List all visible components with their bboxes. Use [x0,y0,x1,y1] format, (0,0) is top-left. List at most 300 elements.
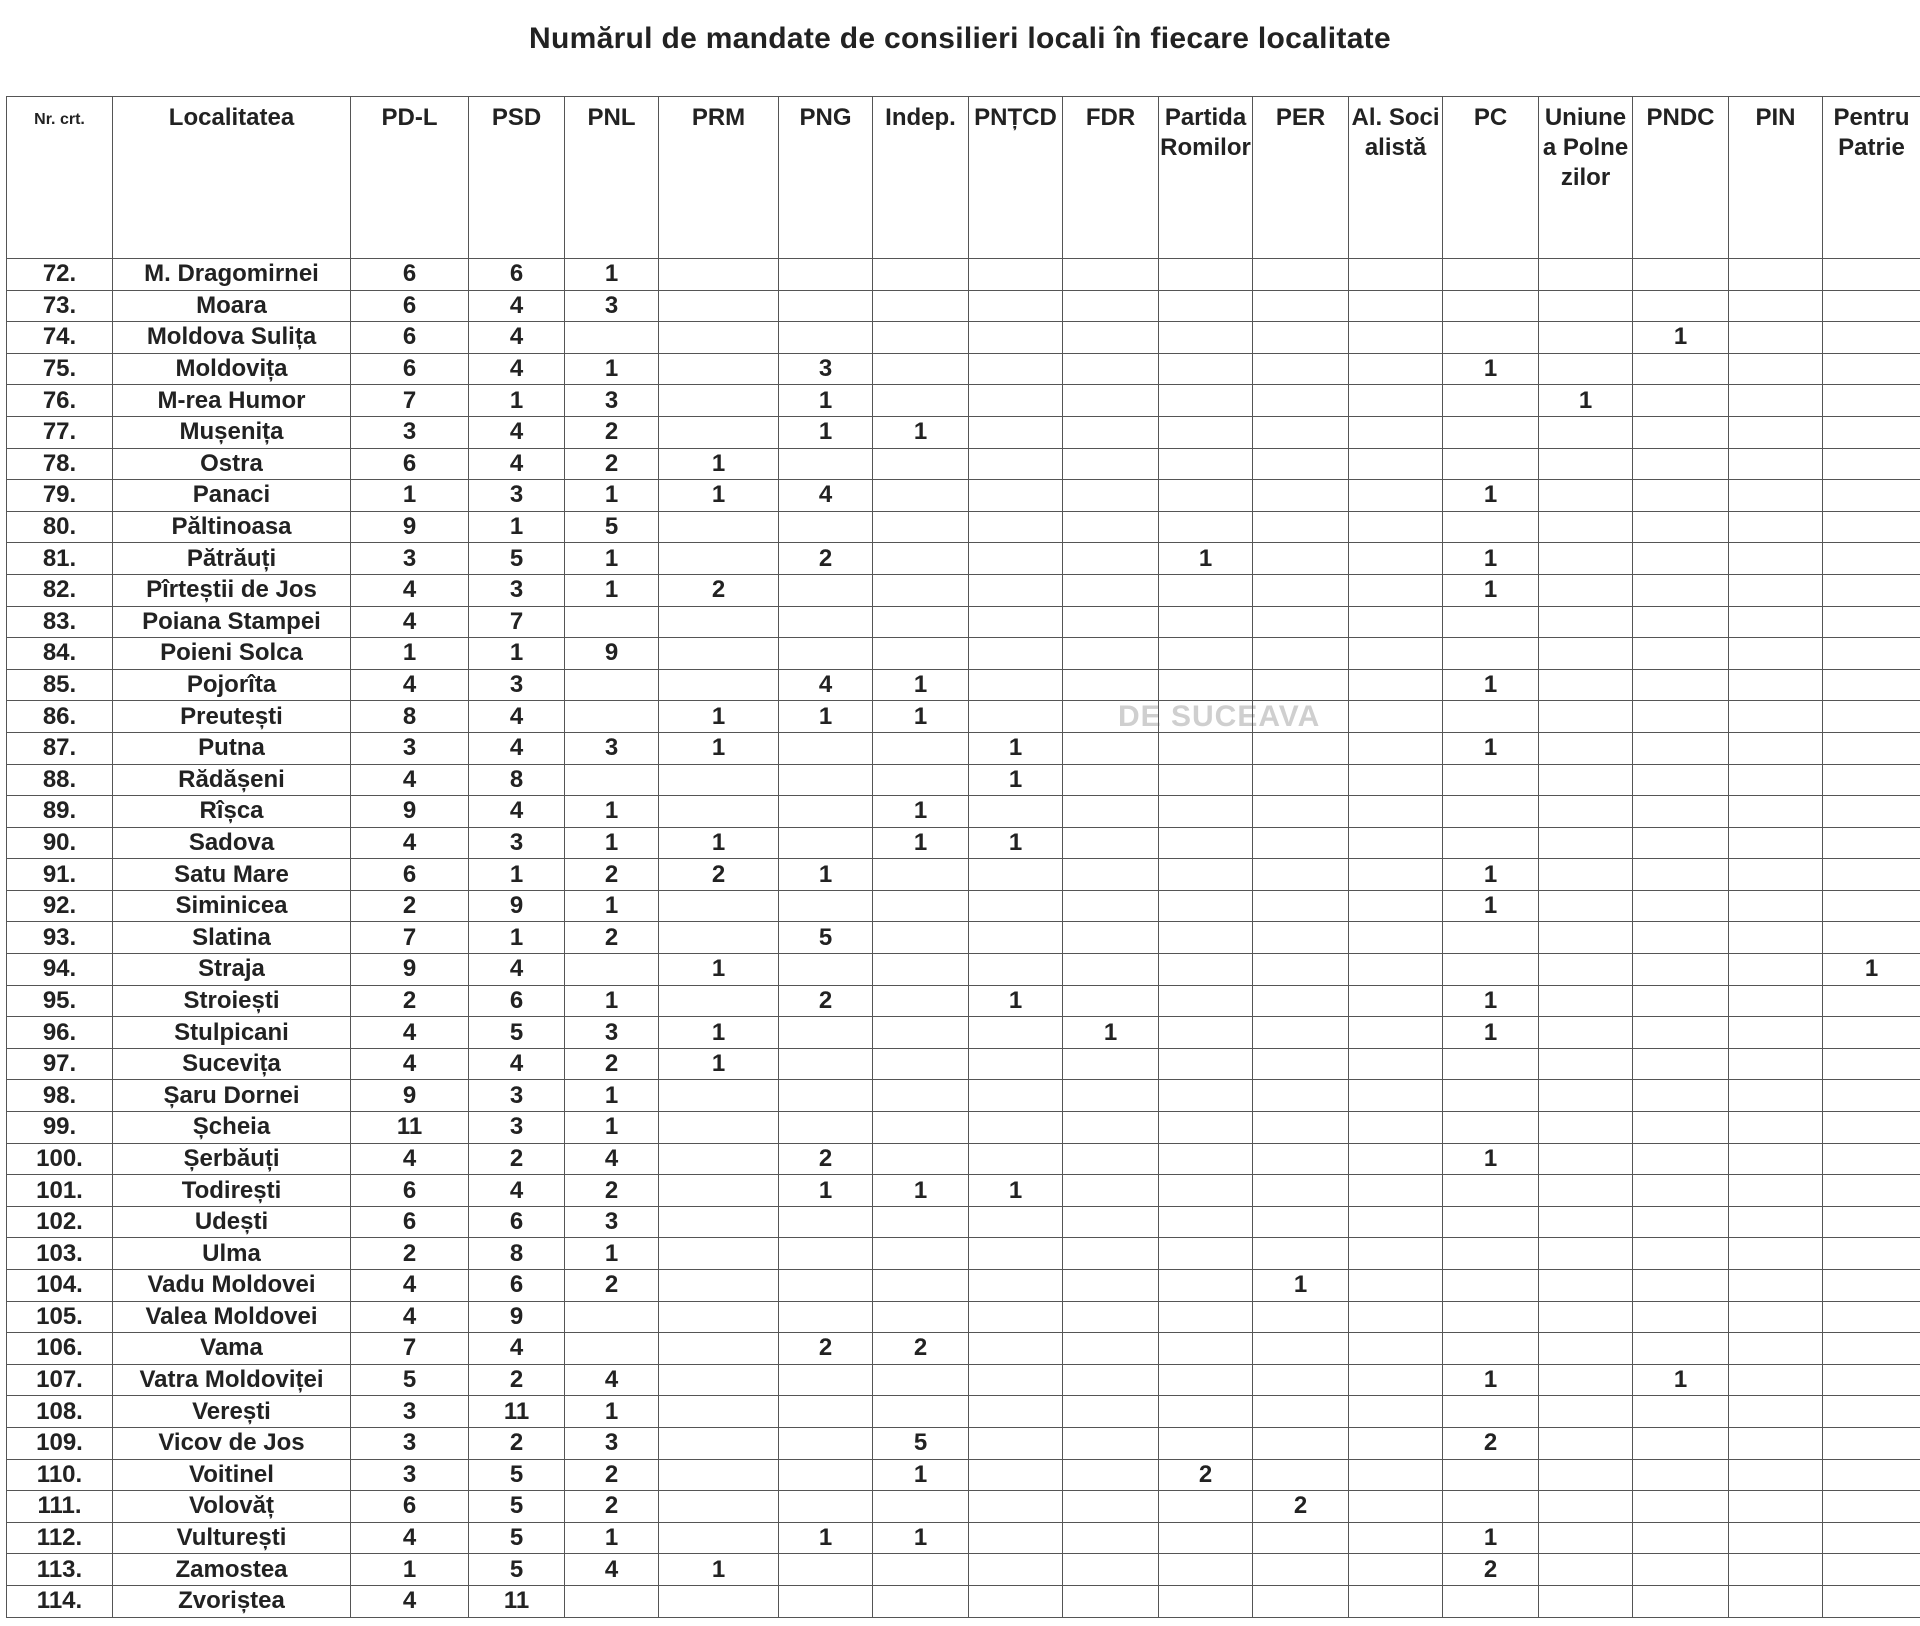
mandates-cell [1349,859,1443,891]
mandates-cell [1443,954,1539,986]
mandates-cell [969,511,1063,543]
row-number-cell: 102. [7,1206,113,1238]
mandates-cell [1633,353,1729,385]
mandates-cell [659,353,779,385]
mandates-cell [1159,732,1253,764]
mandates-cell [1823,732,1920,764]
mandates-cell [1253,1585,1349,1617]
mandates-cell: 1 [565,890,659,922]
mandates-cell [1253,1017,1349,1049]
mandates-cell: 1 [1253,1270,1349,1302]
table-row [7,732,1920,764]
mandates-cell: 4 [469,1175,565,1207]
mandates-cell: 4 [469,796,565,828]
mandates-cell: 1 [1443,890,1539,922]
locality-cell: Sucevița [113,1048,351,1080]
header-row [7,97,1920,259]
mandates-cell [1253,448,1349,480]
mandates-cell [873,1017,969,1049]
mandates-cell: 2 [565,922,659,954]
mandates-cell [1349,259,1443,291]
mandates-cell: 4 [351,1270,469,1302]
locality-cell: Șaru Dornei [113,1080,351,1112]
mandates-cell [1063,1206,1159,1238]
mandates-cell: 1 [565,480,659,512]
column-header: PRM [659,97,779,259]
mandates-cell [1633,416,1729,448]
mandates-cell: 9 [351,796,469,828]
mandates-cell [1349,1238,1443,1270]
mandates-cell [1729,890,1823,922]
mandates-cell [1159,290,1253,322]
mandates-cell [1063,1554,1159,1586]
locality-cell: Șcheia [113,1112,351,1144]
mandates-cell [1349,1080,1443,1112]
mandates-cell: 3 [351,1396,469,1428]
mandates-cell: 4 [351,669,469,701]
mandates-cell: 3 [351,732,469,764]
mandates-cell: 3 [565,1017,659,1049]
mandates-cell [1633,1396,1729,1428]
mandates-cell [873,985,969,1017]
locality-cell: Voitinel [113,1459,351,1491]
mandates-cell [1729,1364,1823,1396]
mandates-cell [1633,385,1729,417]
mandates-cell [1823,701,1920,733]
column-header: PSD [469,97,565,259]
mandates-cell [659,385,779,417]
mandates-cell [1539,480,1633,512]
mandates-cell [1253,385,1349,417]
mandates-cell: 1 [1443,859,1539,891]
mandates-cell [1349,1459,1443,1491]
mandates-cell [1729,1522,1823,1554]
mandates-cell [1539,1585,1633,1617]
mandates-cell [1729,1427,1823,1459]
mandates-cell: 3 [469,827,565,859]
table-row [7,1333,1920,1365]
mandates-cell [1729,1459,1823,1491]
mandates-cell [779,1301,873,1333]
table-row [7,448,1920,480]
mandates-cell: 1 [1443,1522,1539,1554]
mandates-cell: 4 [351,1048,469,1080]
mandates-cell: 1 [659,1017,779,1049]
mandates-cell [1159,1427,1253,1459]
mandates-cell: 1 [969,732,1063,764]
mandates-cell [1539,859,1633,891]
locality-cell: Vicov de Jos [113,1427,351,1459]
mandates-cell: 2 [1443,1554,1539,1586]
mandates-cell: 9 [565,638,659,670]
mandates-cell [1823,1396,1920,1428]
mandates-cell: 5 [469,1459,565,1491]
mandates-cell [1539,796,1633,828]
mandates-cell: 2 [779,1333,873,1365]
mandates-cell [969,1459,1063,1491]
mandates-cell [873,448,969,480]
mandates-cell: 4 [351,1301,469,1333]
mandates-cell [1823,1143,1920,1175]
mandates-cell [1063,1301,1159,1333]
mandates-cell [1633,1585,1729,1617]
mandates-cell [1159,259,1253,291]
mandates-cell [1063,606,1159,638]
mandates-cell [1539,701,1633,733]
mandates-cell [1159,1048,1253,1080]
mandates-cell [969,1238,1063,1270]
mandates-cell: 1 [969,985,1063,1017]
mandates-cell: 6 [351,1175,469,1207]
mandates-cell [1823,448,1920,480]
locality-cell: Vatra Moldoviței [113,1364,351,1396]
locality-cell: M-rea Humor [113,385,351,417]
mandates-cell [1823,669,1920,701]
mandates-cell [1823,1301,1920,1333]
mandates-cell: 1 [1443,669,1539,701]
locality-cell: Todirești [113,1175,351,1207]
mandates-cell: 1 [779,416,873,448]
mandates-cell: 1 [469,859,565,891]
mandates-cell [873,511,969,543]
mandates-cell: 11 [469,1396,565,1428]
locality-cell: Ostra [113,448,351,480]
row-number-cell: 95. [7,985,113,1017]
mandates-cell [659,796,779,828]
mandates-cell: 1 [873,1459,969,1491]
mandates-cell [1729,606,1823,638]
mandates-cell [1539,1143,1633,1175]
mandates-cell [659,669,779,701]
table-row [7,480,1920,512]
table-row [7,1238,1920,1270]
table-row [7,574,1920,606]
mandates-cell: 2 [469,1364,565,1396]
mandates-cell: 1 [873,701,969,733]
mandates-cell [1349,954,1443,986]
mandates-cell [1253,543,1349,575]
mandates-cell [1159,1143,1253,1175]
mandates-cell [1633,574,1729,606]
mandates-cell [1729,985,1823,1017]
mandates-cell [1159,574,1253,606]
mandates-cell: 1 [779,1175,873,1207]
mandates-cell: 3 [351,416,469,448]
mandates-cell [1253,1427,1349,1459]
mandates-cell [1253,353,1349,385]
locality-cell: Pîrteștii de Jos [113,574,351,606]
mandates-cell: 5 [351,1364,469,1396]
mandates-cell [1539,1459,1633,1491]
mandates-cell: 2 [1443,1427,1539,1459]
mandates-cell [1823,385,1920,417]
column-header: PNȚCD [969,97,1063,259]
mandates-cell [1539,638,1633,670]
mandates-cell [1443,922,1539,954]
mandates-cell [779,322,873,354]
mandates-cell [1633,1427,1729,1459]
mandates-cell [1253,764,1349,796]
mandates-cell [1823,827,1920,859]
mandates-cell [1349,290,1443,322]
mandates-cell [1539,1522,1633,1554]
mandates-cell [1443,1270,1539,1302]
mandates-cell: 5 [779,922,873,954]
mandates-cell [1729,1270,1823,1302]
mandates-cell [1253,1175,1349,1207]
mandates-cell [779,732,873,764]
row-number-cell: 103. [7,1238,113,1270]
table-row [7,385,1920,417]
mandates-cell: 11 [469,1585,565,1617]
table-row [7,669,1920,701]
mandates-cell [1063,764,1159,796]
mandates-cell [1539,764,1633,796]
mandates-cell: 1 [1443,353,1539,385]
mandates-cell: 1 [351,638,469,670]
mandates-cell: 5 [469,1554,565,1586]
mandates-cell: 1 [1443,1017,1539,1049]
mandates-cell [969,1301,1063,1333]
mandates-cell: 3 [469,480,565,512]
table-body [7,259,1920,1618]
mandates-cell [779,890,873,922]
mandates-cell [1349,416,1443,448]
mandates-cell [565,669,659,701]
mandates-cell: 1 [1443,480,1539,512]
row-number-cell: 108. [7,1396,113,1428]
mandates-cell: 4 [469,1048,565,1080]
table-row [7,1301,1920,1333]
mandates-cell [1443,1112,1539,1144]
mandates-cell [1823,1048,1920,1080]
mandates-cell [1159,1238,1253,1270]
mandates-cell [1349,1175,1443,1207]
mandates-cell [1633,796,1729,828]
mandates-cell: 4 [469,322,565,354]
mandates-cell [1253,669,1349,701]
row-number-cell: 104. [7,1270,113,1302]
mandates-cell [1349,1333,1443,1365]
locality-cell: Siminicea [113,890,351,922]
mandates-cell: 2 [469,1427,565,1459]
mandates-cell [1253,796,1349,828]
mandates-cell [1253,1143,1349,1175]
mandates-cell: 1 [1443,574,1539,606]
mandates-cell: 6 [469,259,565,291]
mandates-cell [565,701,659,733]
mandates-cell: 1 [659,701,779,733]
mandates-cell: 1 [1633,1364,1729,1396]
mandates-cell [1063,732,1159,764]
mandates-cell [969,322,1063,354]
mandates-cell [1633,638,1729,670]
table-row [7,1522,1920,1554]
mandates-cell [1539,1017,1633,1049]
mandates-cell [1063,1333,1159,1365]
mandates-cell [1159,669,1253,701]
table-row [7,1427,1920,1459]
mandates-cell [565,954,659,986]
mandates-cell [1159,511,1253,543]
mandates-cell [969,574,1063,606]
mandates-cell [1823,606,1920,638]
mandates-cell [1633,732,1729,764]
mandates-cell [1729,448,1823,480]
mandates-cell [1729,954,1823,986]
mandates-cell [1633,701,1729,733]
locality-cell: Stulpicani [113,1017,351,1049]
row-number-cell: 76. [7,385,113,417]
mandates-cell: 6 [469,1270,565,1302]
mandates-cell [659,1491,779,1523]
locality-cell: Panaci [113,480,351,512]
mandates-cell: 7 [469,606,565,638]
mandates-cell [1253,1112,1349,1144]
mandates-cell: 1 [1823,954,1920,986]
mandates-cell [1443,1459,1539,1491]
locality-cell: Rădășeni [113,764,351,796]
mandates-cell [1063,480,1159,512]
mandates-cell: 1 [1159,543,1253,575]
mandates-cell [779,1459,873,1491]
mandates-cell: 4 [469,954,565,986]
mandates-cell [1159,796,1253,828]
mandates-cell: 4 [351,1522,469,1554]
mandates-cell: 1 [873,1175,969,1207]
mandates-cell: 4 [469,732,565,764]
mandates-cell: 1 [969,1175,1063,1207]
mandates-cell [1159,1364,1253,1396]
mandates-cell [1159,638,1253,670]
table-row [7,1175,1920,1207]
mandates-cell [1823,985,1920,1017]
mandates-cell [1539,1270,1633,1302]
row-number-cell: 74. [7,322,113,354]
mandates-cell: 9 [469,890,565,922]
mandates-cell: 1 [659,448,779,480]
mandates-cell: 1 [659,954,779,986]
row-number-cell: 81. [7,543,113,575]
column-header: Nr. crt. [7,97,113,259]
table-row [7,322,1920,354]
mandates-cell [1063,701,1159,733]
mandates-cell [1633,1143,1729,1175]
mandates-cell [1159,701,1253,733]
row-number-cell: 100. [7,1143,113,1175]
row-number-cell: 84. [7,638,113,670]
mandates-cell [1823,1522,1920,1554]
mandates-cell [1349,1396,1443,1428]
mandates-cell [1159,954,1253,986]
row-number-cell: 106. [7,1333,113,1365]
mandates-cell: 2 [779,985,873,1017]
mandates-cell [1823,574,1920,606]
mandates-cell: 4 [565,1364,659,1396]
mandates-cell: 9 [469,1301,565,1333]
mandates-cell: 1 [565,353,659,385]
mandates-cell [1539,1301,1633,1333]
mandates-cell: 5 [469,1491,565,1523]
mandates-cell [1633,1112,1729,1144]
mandates-cell [1823,543,1920,575]
row-number-cell: 96. [7,1017,113,1049]
row-number-cell: 98. [7,1080,113,1112]
mandates-cell [1159,480,1253,512]
mandates-cell [1063,1080,1159,1112]
mandates-cell: 1 [779,385,873,417]
row-number-cell: 90. [7,827,113,859]
mandates-cell [1823,1585,1920,1617]
mandates-cell [659,985,779,1017]
mandates-cell [1063,827,1159,859]
mandates-cell [1823,859,1920,891]
mandates-cell: 2 [351,890,469,922]
mandates-cell [1729,796,1823,828]
mandates-cell [969,353,1063,385]
mandates-cell [779,827,873,859]
mandates-cell [1443,1491,1539,1523]
row-number-cell: 83. [7,606,113,638]
table-row [7,1270,1920,1302]
mandates-cell [1159,606,1253,638]
row-number-cell: 89. [7,796,113,828]
mandates-cell [1253,954,1349,986]
mandates-cell [1729,290,1823,322]
mandates-cell [1823,1364,1920,1396]
mandates-cell: 7 [351,1333,469,1365]
mandates-cell [779,259,873,291]
table-row [7,764,1920,796]
mandates-cell [1063,543,1159,575]
mandates-cell: 1 [565,1080,659,1112]
mandates-cell: 1 [565,543,659,575]
mandates-cell [873,480,969,512]
mandates-cell: 4 [469,448,565,480]
mandates-cell: 1 [351,480,469,512]
mandates-cell: 1 [779,1522,873,1554]
row-number-cell: 99. [7,1112,113,1144]
mandates-cell [969,1522,1063,1554]
column-header: PNG [779,97,873,259]
mandates-cell [873,638,969,670]
mandates-cell [1729,638,1823,670]
mandates-cell [659,543,779,575]
mandates-cell [1349,543,1443,575]
mandates-cell: 1 [1443,1143,1539,1175]
mandates-cell [1633,1491,1729,1523]
locality-cell: Poiana Stampei [113,606,351,638]
mandates-cell [1539,1206,1633,1238]
mandates-cell [873,1270,969,1302]
locality-cell: Verești [113,1396,351,1428]
mandates-cell [659,922,779,954]
mandates-cell [1253,1080,1349,1112]
mandates-cell: 1 [873,1522,969,1554]
mandates-cell: 4 [469,290,565,322]
mandates-cell [1063,1396,1159,1428]
mandates-cell [1823,290,1920,322]
mandates-cell [969,480,1063,512]
mandates-cell: 3 [565,1206,659,1238]
mandates-cell [1823,1112,1920,1144]
locality-cell: Sadova [113,827,351,859]
mandates-cell: 3 [469,1080,565,1112]
mandates-cell [1159,764,1253,796]
mandates-cell [779,448,873,480]
mandates-cell: 1 [565,259,659,291]
mandates-cell [1633,511,1729,543]
